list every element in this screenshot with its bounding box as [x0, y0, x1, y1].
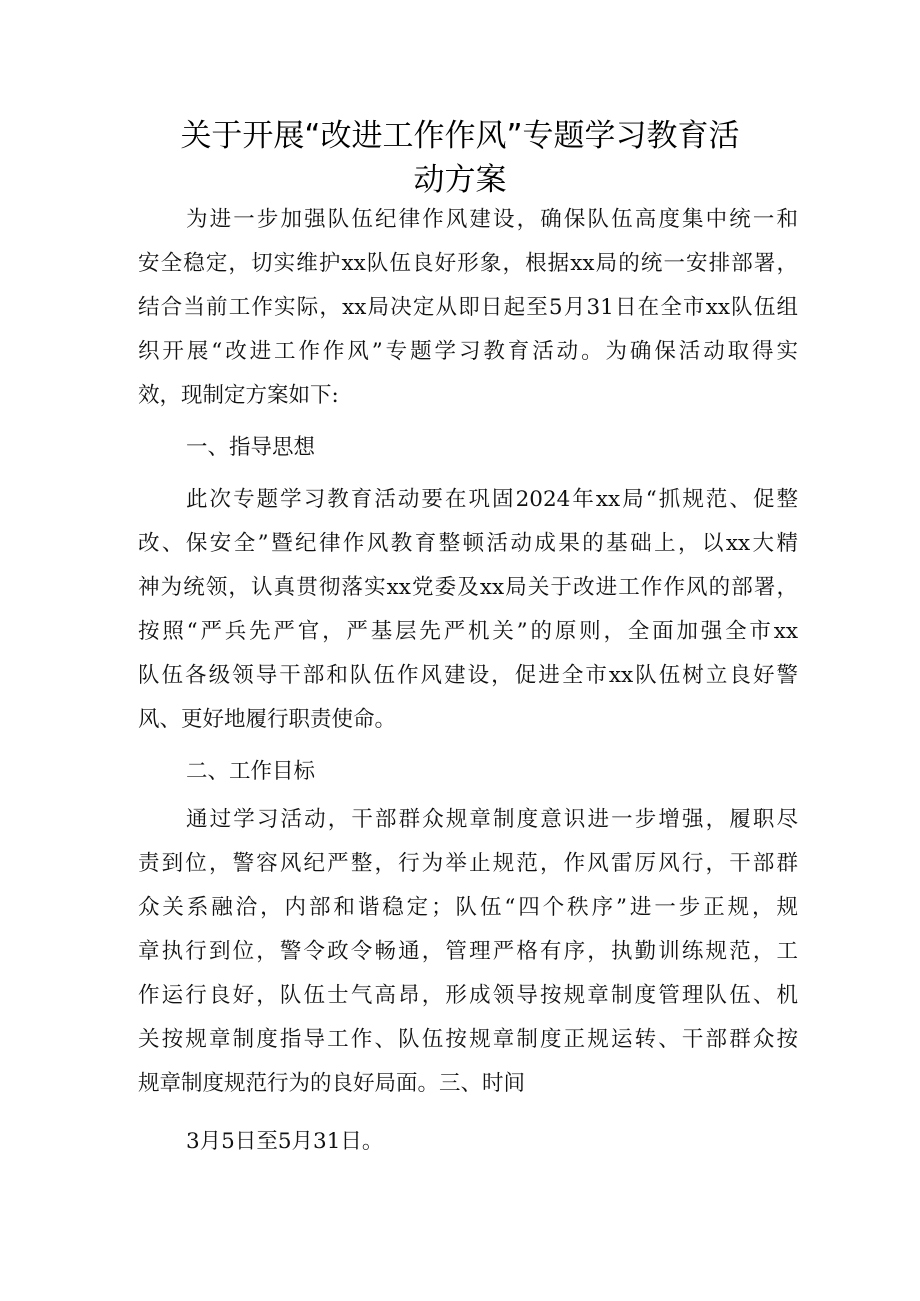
paragraph-time-range: 3月5日至5月31日。	[186, 1129, 384, 1154]
section-heading-work-goals: 二、工作目标	[186, 759, 316, 784]
paragraph-goals-line-5: 作运行良好，队伍士气高昂，形成领导按规章制度管理队伍、机	[138, 983, 798, 1008]
paragraph-intro-line-1: 为进一步加强队伍纪律作风建设，确保队伍高度集中统一和	[186, 207, 798, 232]
paragraph-intro-line-2: 安全稳定，切实维护xx队伍良好形象，根据xx局的统一安排部署，	[138, 251, 798, 276]
document-title-line-1: 关于开展“改进工作作风”专题学习教育活	[180, 118, 740, 154]
paragraph-intro-line-5: 效，现制定方案如下:	[138, 383, 339, 408]
paragraph-ideology-line-3: 神为统领，认真贯彻落实xx党委及xx局关于改进工作作风的部署，	[138, 575, 798, 600]
paragraph-ideology-line-2: 改、保安全”暨纪律作风教育整顿活动成果的基础上，以xx大精	[138, 531, 798, 556]
paragraph-goals-line-6: 关按规章制度指导工作、队伍按规章制度正规运转、干部群众按	[138, 1027, 798, 1052]
paragraph-goals-line-1: 通过学习活动，干部群众规章制度意识进一步增强，履职尽	[186, 807, 798, 832]
paragraph-ideology-line-5: 队伍各级领导干部和队伍作风建设，促进全市xx队伍树立良好警	[138, 663, 798, 688]
paragraph-ideology-line-6: 风、更好地履行职责使命。	[138, 707, 397, 732]
paragraph-ideology-line-1: 此次专题学习教育活动要在巩固2024年xx局“抓规范、促整	[186, 487, 798, 512]
section-heading-guiding-ideology: 一、指导思想	[186, 435, 316, 460]
paragraph-goals-line-4: 章执行到位，警令政令畅通，管理严格有序，执勤训练规范，工	[138, 939, 798, 964]
paragraph-goals-line-3: 众关系融洽，内部和谐稳定；队伍“四个秩序”进一步正规，规	[138, 895, 798, 920]
paragraph-intro-line-4: 织开展“改进工作作风”专题学习教育活动。为确保活动取得实	[138, 339, 798, 364]
paragraph-ideology-line-4: 按照“严兵先严官，严基层先严机关”的原则，全面加强全市xx	[138, 619, 798, 644]
document-title-line-2: 动方案	[413, 162, 507, 198]
paragraph-goals-line-7: 规章制度规范行为的良好局面。三、时间	[138, 1071, 526, 1096]
paragraph-intro-line-3: 结合当前工作实际，xx局决定从即日起至5月31日在全市xx队伍组	[138, 295, 798, 320]
paragraph-goals-line-2: 责到位，警容风纪严整，行为举止规范，作风雷厉风行，干部群	[138, 851, 798, 876]
